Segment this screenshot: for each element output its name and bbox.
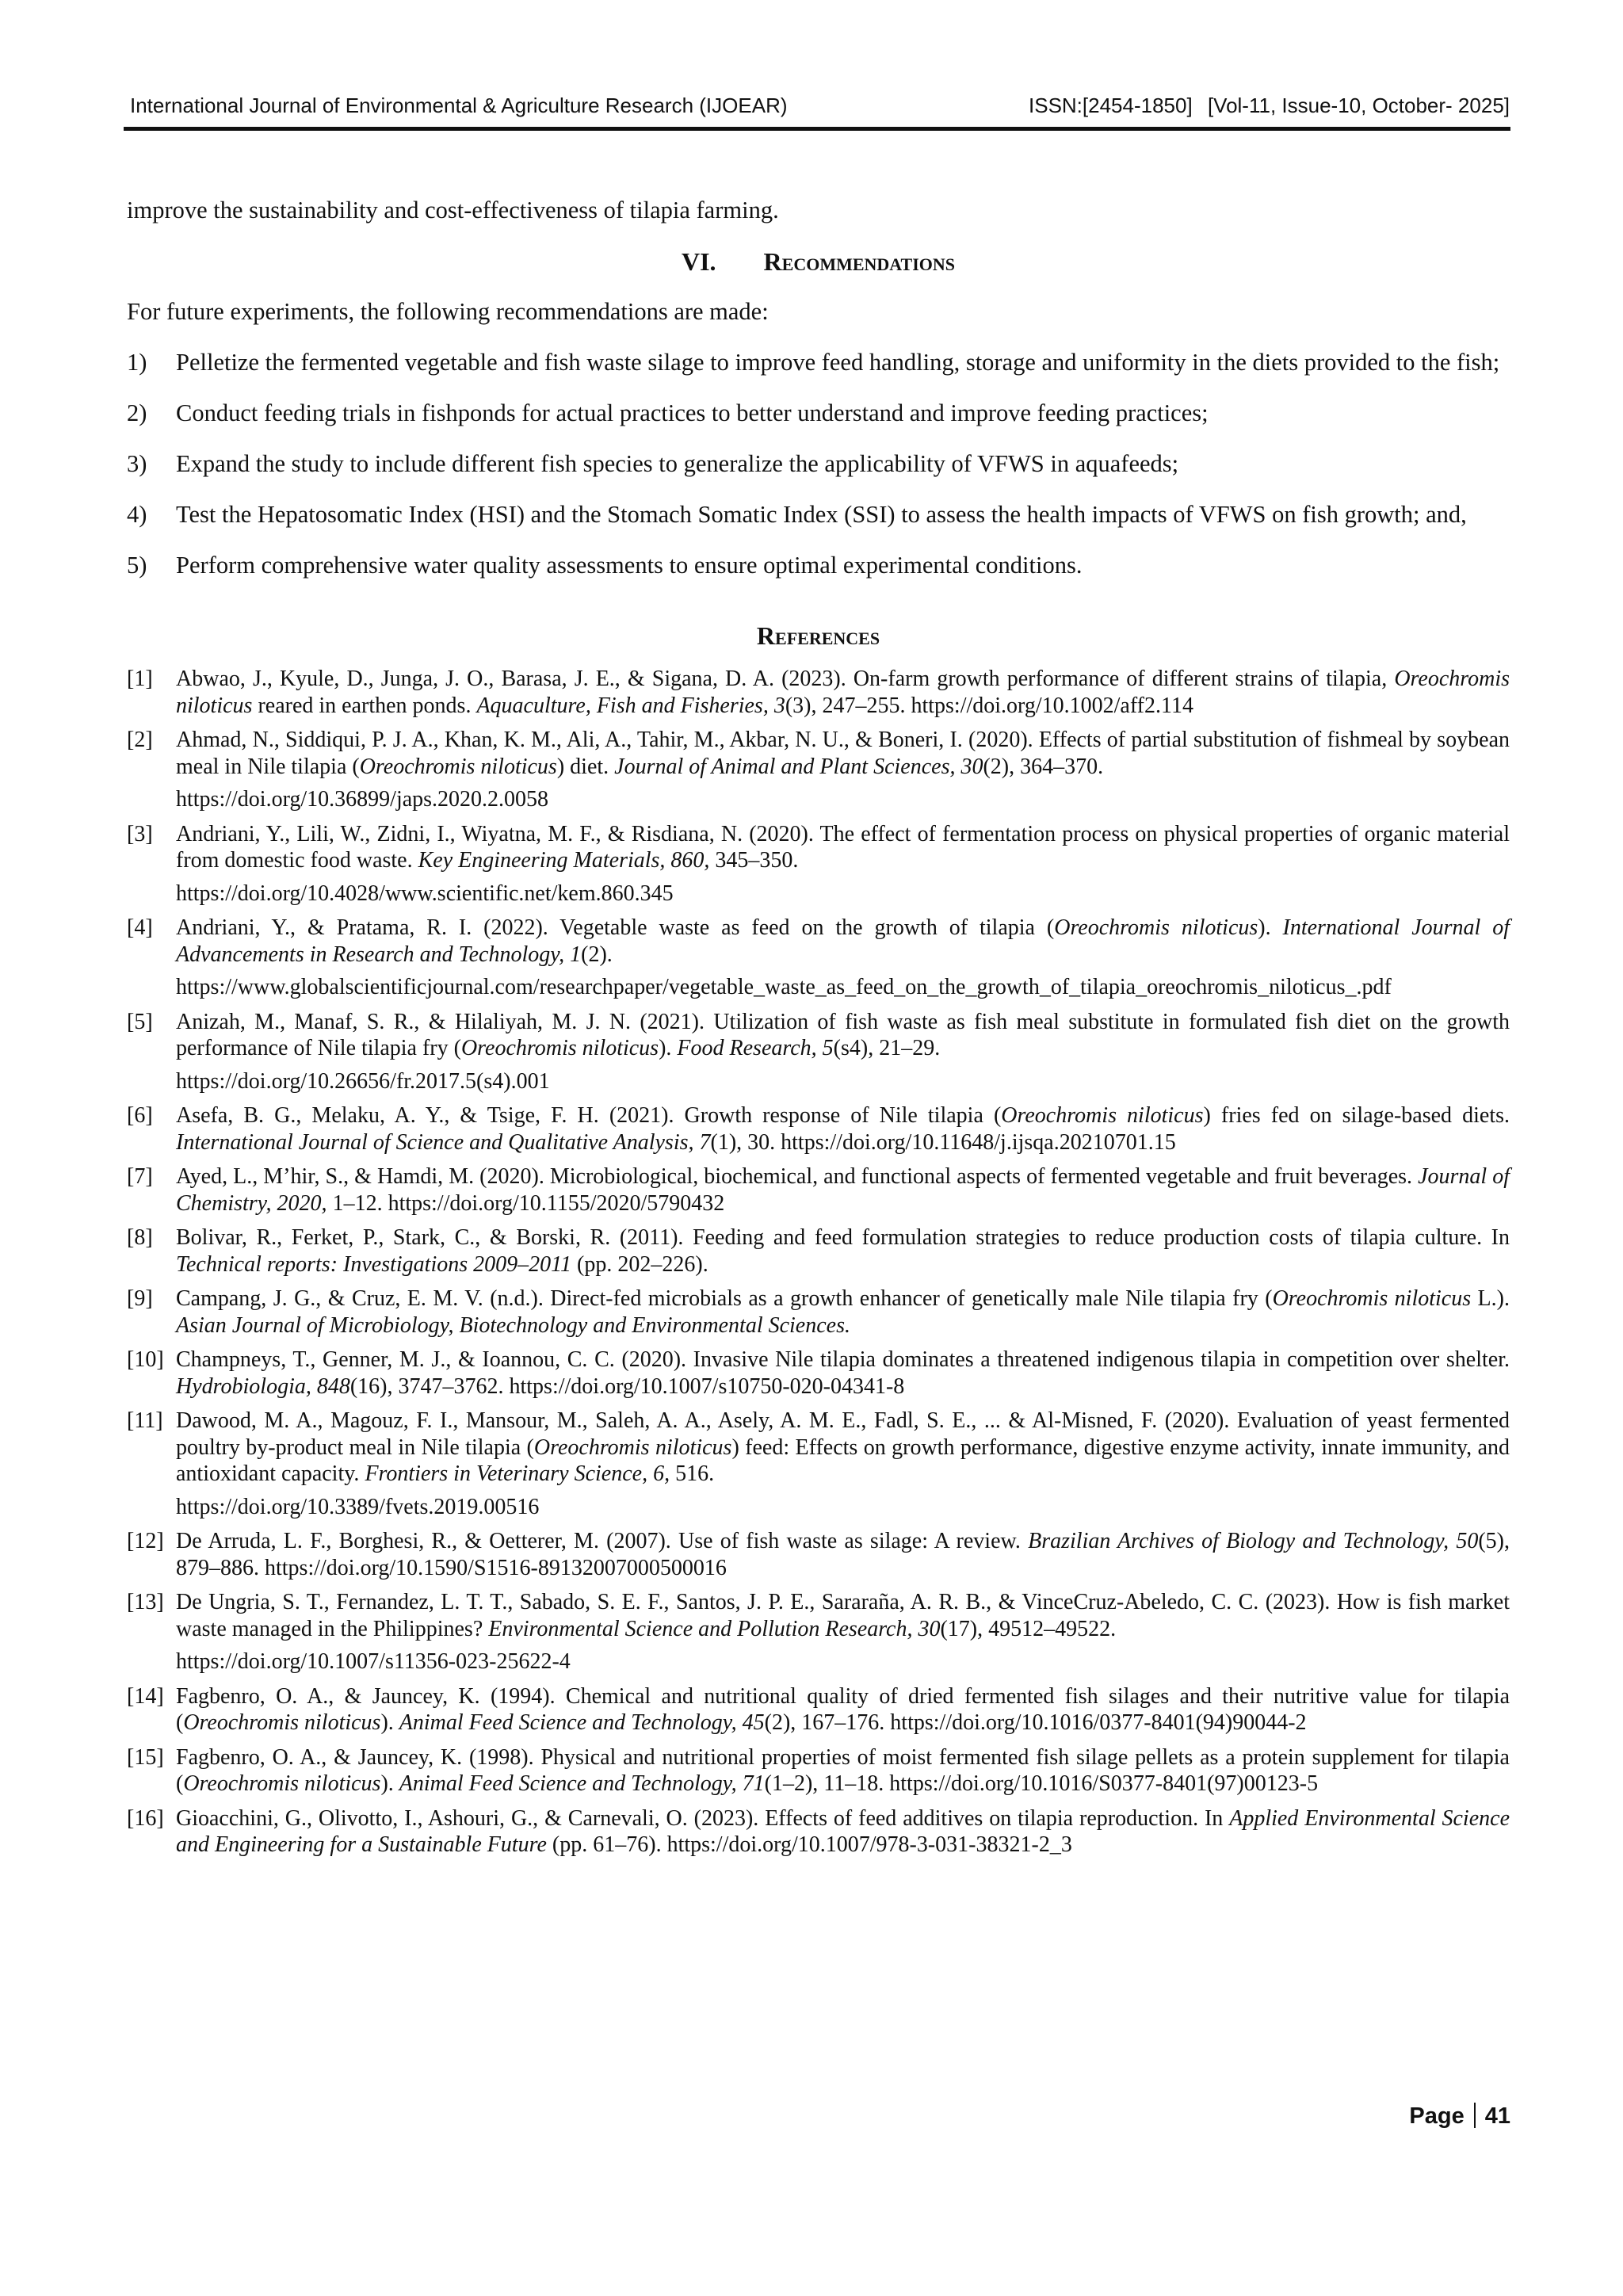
reference-text: 1–12. https://doi.org/10.1155/2020/5790432 [327,1190,725,1216]
issn: ISSN:[2454-1850] [1029,94,1193,117]
reference-text: L.). [1471,1286,1510,1311]
reference-italic: Applied Environmental Science and Engineering for a Sustainable Future [176,1805,1510,1857]
reference-text: (16), 3747–3762. https://doi.org/10.1007/s10750-020-04341-8 [349,1373,905,1399]
reference-italic: Technical reports: Investigations 2009–2011 [176,1251,572,1277]
reference-text: (1), 30. https://doi.org/10.11648/j.ijsqa.20210701.15 [710,1129,1176,1155]
recommendation-item [127,347,1510,378]
recommendation-number: 1) [127,349,147,376]
section-heading-recommendations [127,246,1510,277]
reference-italic: Oreochromis niloticus [1054,915,1258,940]
header-rule [124,127,1510,131]
reference-text: ). [380,1771,399,1796]
reference-italic: Food Research, 5 [677,1036,834,1060]
reference-text: De Arruda, L. F., Borghesi, R., & Oetterer, M. (2007). Use of fish waste as silage: A review. [176,1529,1029,1553]
reference-text: ) diet. [556,754,615,779]
recommendation-text: Conduct feeding trials in fishponds for actual practices to better understand and improve feeding practices; [176,399,1209,426]
reference-text: Asefa, B. G., Melaku, A. Y., & Tsige, F. H. (2021). Growth response of Nile tilapia ( [176,1103,1002,1128]
reference-text: (17), 49512–49522. [940,1616,1117,1641]
recommendation-list [127,347,1510,581]
reference-entry [127,1528,1510,1581]
reference-italic: Oreochromis niloticus [176,667,1510,718]
reference-number: [14] [127,1683,164,1709]
reference-italic: Journal of Chemistry, 2020, [176,1164,1510,1216]
reference-entry [127,1347,1510,1400]
reference-list [127,666,1510,1859]
reference-text: Bolivar, R., Ferket, P., Stark, C., & Borski, R. (2011). Feeding and feed formulation strategies to reduce production costs of tilapia culture. In [176,1225,1510,1250]
reference-italic: Oreochromis niloticus [460,1036,659,1060]
reference-italic: Oreochromis niloticus [1001,1103,1204,1128]
reference-text: Fagbenro, O. A., & Jauncey, K. (1994). Chemical and nutritional quality of dried fermented fish silages and their nutritive value for tilapia ( [176,1683,1510,1735]
page-body [127,195,1510,1866]
page-footer [1409,2103,1510,2130]
reference-text: De Ungria, S. T., Fernandez, L. T. T., Sabado, S. E. F., Santos, J. P. E., Sararaña, A. R. B., & VinceCruz-Abeledo, C. C. (2023). How is fish market waste managed in the Philippines? [176,1590,1510,1641]
reference-italic: Aquaculture, Fish and Fisheries, 3 [476,693,785,718]
reference-entry [127,1805,1510,1859]
reference-link[interactable]: https://doi.org/10.36899/japs.2020.2.0058 [176,787,549,812]
reference-text: (2), 364–370. [983,754,1104,779]
reference-number: [6] [127,1103,153,1128]
reference-text: Andriani, Y., & Pratama, R. I. (2022). Vegetable waste as feed on the growth of tilapia ( [176,915,1055,940]
reference-text: ). [659,1036,678,1060]
reference-text: ) fries fed on silage-based diets. [1203,1103,1510,1128]
reference-entry [127,1744,1510,1797]
reference-text: 345–350. [709,848,799,873]
reference-text: Champneys, T., Genner, M. J., & Ioannou, C. C. (2020). Invasive Nile tilapia dominates a threatened indigenous tilapia in competition over shelter. [176,1347,1510,1372]
recommendation-text: Test the Hepatosomatic Index (HSI) and the Stomach Somatic Index (SSI) to assess the health impacts of VFWS on fish growth; and, [176,501,1467,528]
reference-link[interactable]: https://doi.org/10.3389/fvets.2019.00516 [176,1494,540,1519]
reference-text: Dawood, M. A., Magouz, F. I., Mansour, M., Saleh, A. A., Asely, A. M. E., Fadl, S. E., ... & Al-Misned, F. (2020). Evaluation of yeast fermented poultry by-product meal in Nile tilapia ( [176,1408,1510,1460]
volume-issue: [Vol-11, Issue-10, October- 2025] [1207,94,1510,117]
reference-entry [127,915,1510,1001]
recommendation-item [127,499,1510,530]
reference-number: [15] [127,1744,164,1770]
recommendation-number: 4) [127,501,147,528]
reference-number: [9] [127,1286,153,1311]
reference-italic: Animal Feed Science and Technology, 45 [399,1710,765,1735]
reference-text: Abwao, J., Kyule, D., Junga, J. O., Barasa, J. E., & Sigana, D. A. (2023). On-farm growth performance of different strains of tilapia, [176,667,1395,691]
reference-text: (2). [581,942,613,967]
recommendation-text: Pelletize the fermented vegetable and fish waste silage to improve feed handling, storage and uniformity in the diets provided to the fish; [176,349,1500,376]
reference-italic: Oreochromis niloticus [359,754,557,779]
reference-italic: Brazilian Archives of Biology and Technology, 50 [1028,1529,1479,1553]
reference-number: [11] [127,1408,163,1433]
reference-number: [7] [127,1164,153,1189]
reference-italic: International Journal of Science and Qualitative Analysis, 7 [176,1129,711,1155]
reference-number: [8] [127,1225,153,1250]
reference-entry [127,666,1510,719]
recommendation-number: 2) [127,399,147,426]
reference-text: Fagbenro, O. A., & Jauncey, K. (1998). Physical and nutritional properties of moist fermented fish silage pellets as a protein supplement for tilapia ( [176,1744,1510,1796]
reference-text: (3), 247–255. https://doi.org/10.1002/aff2.114 [785,693,1193,718]
reference-link[interactable]: https://doi.org/10.4028/www.scientific.net/kem.860.345 [176,881,674,906]
reference-entry [127,1286,1510,1339]
reference-entry [127,821,1510,907]
reference-text: (2), 167–176. https://doi.org/10.1016/0377-8401(94)90044-2 [764,1710,1307,1735]
reference-text: ) feed: Effects on growth performance, digestive enzyme activity, innate immunity, and antioxidant capacity. [176,1435,1510,1486]
reference-italic: Oreochromis niloticus [1272,1286,1472,1311]
reference-text: Andriani, Y., Lili, W., Zidni, I., Wiyatna, M. F., & Risdiana, N. (2020). The effect of fermentation process on physical properties of organic material from domestic food waste. [176,821,1510,873]
references-heading: References [756,621,880,650]
reference-entry [127,1102,1510,1156]
reference-entry [127,1408,1510,1520]
reference-link[interactable]: https://doi.org/10.1007/s11356-023-25622-4 [176,1649,571,1674]
reference-number: [2] [127,728,153,752]
reference-italic: Animal Feed Science and Technology, 71 [399,1771,765,1796]
reference-text: (1–2), 11–18. https://doi.org/10.1016/S0377-8401(97)00123-5 [764,1771,1319,1796]
reference-number: [1] [127,667,153,691]
reference-text: (pp. 202–226). [571,1251,708,1277]
reference-text: (pp. 61–76). https://doi.org/10.1007/978-3-031-38321-2_3 [546,1832,1072,1857]
reference-italic: Asian Journal of Microbiology, Biotechnology and Environmental Sciences. [176,1312,850,1338]
reference-text: Gioacchini, G., Olivotto, I., Ashouri, G., & Carnevali, O. (2023). Effects of feed additives on tilapia reproduction. In [176,1805,1230,1831]
reference-italic: Frontiers in Veterinary Science, 6, [365,1461,670,1486]
recommendation-text: Expand the study to include different fish species to generalize the applicability of VFWS in aquafeeds; [176,450,1179,477]
reference-text: 516. [670,1461,715,1486]
reference-text: Anizah, M., Manaf, S. R., & Hilaliyah, M. J. N. (2021). Utilization of fish waste as fish meal substitute in formulated fish diet on the growth performance of Nile tilapia fry ( [176,1009,1510,1060]
section-number: VI. [681,247,716,276]
recommendation-number: 3) [127,450,147,477]
reference-text: (s4), 21–29. [833,1036,941,1060]
reference-number: [5] [127,1009,153,1034]
reference-number: [4] [127,915,153,940]
journal-name: International Journal of Environmental & Agriculture Research (IJOEAR) [130,94,788,117]
reference-text: reared in earthen ponds. [252,693,477,718]
reference-entry [127,1009,1510,1095]
reference-italic: Oreochromis niloticus [183,1710,381,1735]
reference-number: [16] [127,1805,164,1831]
reference-text: (5), 879–886. https://doi.org/10.1590/S1516-89132007000500016 [176,1529,1510,1580]
recommendations-lead: For future experiments, the following recommendations are made: [127,298,769,325]
reference-text: Ayed, L., M’hir, S., & Hamdi, M. (2020). Microbiological, biochemical, and functional aspects of fermented vegetable and fruit beverages. [176,1164,1419,1189]
recommendation-item [127,398,1510,429]
recommendation-text: Perform comprehensive water quality assessments to ensure optimal experimental conditions. [176,552,1083,579]
reference-entry [127,1589,1510,1675]
reference-link[interactable]: https://www.globalscientificjournal.com/researchpaper/vegetable_waste_as_feed_on_the_growth_of_tilapia_oreochromis_niloticus_.pdf [176,975,1392,999]
reference-number: [12] [127,1529,164,1553]
page-number: 41 [1484,2103,1510,2129]
intro-paragraph: improve the sustainability and cost-effectiveness of tilapia farming. [127,197,779,223]
reference-entry [127,1683,1510,1736]
reference-italic: Oreochromis niloticus [183,1771,381,1796]
reference-number: [3] [127,821,153,846]
reference-entry [127,727,1510,813]
reference-entry [127,1224,1510,1278]
reference-italic: Hydrobiologia, 848 [176,1373,350,1399]
recommendation-number: 5) [127,552,147,579]
page-divider [1474,2103,1476,2128]
reference-number: [13] [127,1590,164,1614]
reference-entry [127,1163,1510,1217]
page-label: Page [1409,2103,1465,2129]
reference-text: ). [380,1710,399,1735]
reference-italic: Journal of Animal and Plant Sciences, 30 [614,754,983,779]
recommendation-item [127,550,1510,581]
running-header [127,94,1510,122]
reference-text: ). [1258,915,1283,940]
reference-text: Campang, J. G., & Cruz, E. M. V. (n.d.). Direct-fed microbials as a growth enhancer of genetically male Nile tilapia fry ( [176,1286,1273,1311]
reference-link[interactable]: https://doi.org/10.26656/fr.2017.5(s4).001 [176,1068,550,1094]
reference-italic: Environmental Science and Pollution Research, 30 [488,1616,941,1641]
reference-italic: Oreochromis niloticus [533,1435,732,1460]
reference-number: [10] [127,1347,164,1372]
section-title: Recommendations [763,247,956,276]
reference-text: Ahmad, N., Siddiqui, P. J. A., Khan, K. M., Ali, A., Tahir, M., Akbar, N. U., & Boneri, I. (2020). Effects of partial substitution of fishmeal by soybean meal in Nile tilapia ( [176,728,1510,779]
reference-italic: International Journal of Advancements in Research and Technology, 1 [176,915,1510,967]
recommendation-item [127,449,1510,479]
reference-italic: Key Engineering Materials, 860, [418,848,710,873]
